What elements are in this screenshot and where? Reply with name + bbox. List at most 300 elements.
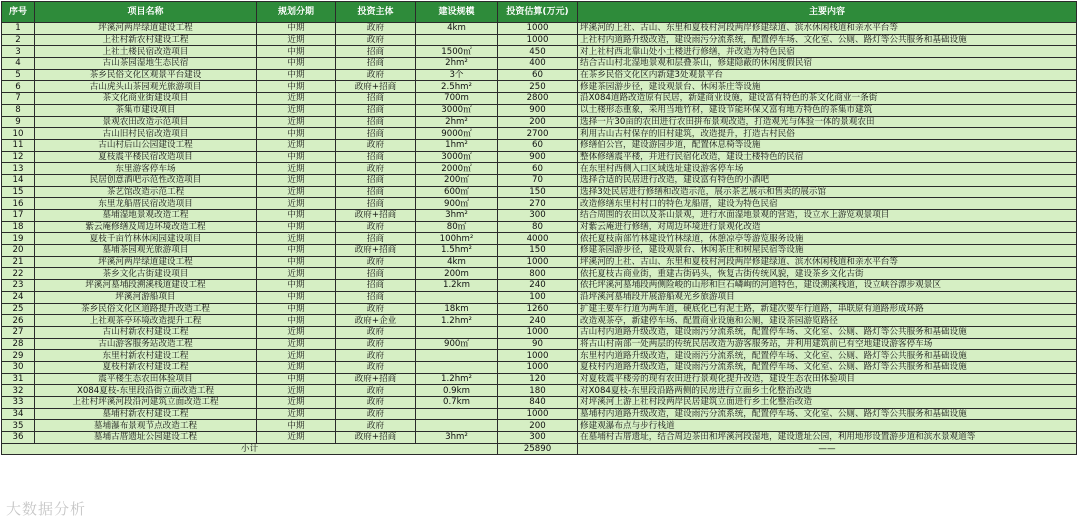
cell-index: 19 <box>2 233 35 245</box>
cell-investment: 100 <box>498 291 578 303</box>
cell-content: 夏枝村内道路升级改造，建设雨污分流系统，配置停车场、文化室、公厕、路灯等公共服务和基础设施 <box>578 361 1077 373</box>
cell-investment: 800 <box>498 268 578 280</box>
cell-project-name: 古山茶园湿地生态民宿 <box>35 58 257 70</box>
cell-project-name: 上社村坪溪河段沿河建筑立面改造工程 <box>35 397 257 409</box>
cell-index: 34 <box>2 408 35 420</box>
cell-scale: 600㎡ <box>416 186 498 198</box>
table-row <box>2 186 1077 198</box>
cell-project-name: 茶艺馆改造示范工程 <box>35 186 257 198</box>
cell-phase: 近期 <box>257 186 336 198</box>
cell-phase: 近期 <box>257 139 336 151</box>
cell-project-name: 茶乡民俗文化区道路提升改造工程 <box>35 303 257 315</box>
cell-investment: 900 <box>498 151 578 163</box>
cell-project-name: 夏枝千亩竹林休闲园建设项目 <box>35 233 257 245</box>
cell-index: 35 <box>2 420 35 432</box>
cell-investment: 90 <box>498 338 578 350</box>
cell-investor: 政府 <box>336 256 416 268</box>
cell-investor: 政府 <box>336 420 416 432</box>
cell-investment: 2700 <box>498 128 578 140</box>
cell-project-name: 茶乡文化古街建设项目 <box>35 268 257 280</box>
cell-investor: 政府 <box>336 69 416 81</box>
table-row <box>2 116 1077 128</box>
cell-scale: 9000㎡ <box>416 128 498 140</box>
cell-index: 36 <box>2 432 35 444</box>
header-phase: 规划分期 <box>257 2 336 23</box>
cell-index: 32 <box>2 385 35 397</box>
cell-investment: 2800 <box>498 93 578 105</box>
cell-phase: 中期 <box>257 221 336 233</box>
cell-scale <box>416 361 498 373</box>
cell-index: 9 <box>2 116 35 128</box>
cell-investment: 150 <box>498 186 578 198</box>
header-investor: 投资主体 <box>336 2 416 23</box>
cell-content: 依托坪溪河墓埔段两侧险峻的山形和巨石嶙峋的河道特色，建设溯溪栈道，设立峡谷漂步观景区 <box>578 280 1077 292</box>
cell-index: 17 <box>2 210 35 222</box>
cell-phase: 中期 <box>257 256 336 268</box>
cell-content: 改造修缮东里村村口的特色龙船厝，建设为特色民宿 <box>578 198 1077 210</box>
cell-scale: 200m <box>416 268 498 280</box>
table-row <box>2 93 1077 105</box>
cell-investment: 240 <box>498 280 578 292</box>
cell-investor: 招商 <box>336 174 416 186</box>
cell-scale: 0.7km <box>416 397 498 409</box>
cell-investor: 政府 <box>336 163 416 175</box>
cell-scale <box>416 291 498 303</box>
cell-project-name: 震平楼生态农田体验项目 <box>35 373 257 385</box>
cell-content: 墓埔村内道路升级改造，建设雨污分流系统，配置停车场、文化室、公厕、路灯等公共服务和基础设施 <box>578 408 1077 420</box>
cell-project-name: 古山村后山公园建设工程 <box>35 139 257 151</box>
subtotal-row <box>2 443 1077 455</box>
cell-phase: 中期 <box>257 303 336 315</box>
cell-scale: 1.2km <box>416 280 498 292</box>
cell-project-name: 墓埔瀑布景观节点改造工程 <box>35 420 257 432</box>
cell-scale: 3hm² <box>416 210 498 222</box>
cell-index: 28 <box>2 338 35 350</box>
cell-content: 改造观茶亭，新建停车场、配置商业设施和公厕，建设茶园游览路径 <box>578 315 1077 327</box>
header-content: 主要内容 <box>578 2 1077 23</box>
cell-investor: 招商 <box>336 93 416 105</box>
table-row <box>2 303 1077 315</box>
cell-content: 将古山村南部一处两层的传统民居改造为游客服务站，并利用建筑前已有空地建设游客停车场 <box>578 338 1077 350</box>
cell-investor: 政府+招商 <box>336 432 416 444</box>
cell-project-name: 墓埔古厝遗址公园建设工程 <box>35 432 257 444</box>
header-investment: 投资估算(万元) <box>498 2 578 23</box>
table-row <box>2 397 1077 409</box>
table-row <box>2 245 1077 257</box>
table-row <box>2 233 1077 245</box>
cell-index: 33 <box>2 397 35 409</box>
cell-phase: 近期 <box>257 34 336 46</box>
cell-index: 13 <box>2 163 35 175</box>
cell-phase: 中期 <box>257 373 336 385</box>
table-row <box>2 420 1077 432</box>
cell-content: 修建观瀑布点与步行栈道 <box>578 420 1077 432</box>
cell-investor: 招商 <box>336 280 416 292</box>
cell-investment: 840 <box>498 397 578 409</box>
cell-investor: 政府 <box>336 303 416 315</box>
cell-project-name: 东里游客停车场 <box>35 163 257 175</box>
cell-index: 4 <box>2 58 35 70</box>
cell-investment: 80 <box>498 221 578 233</box>
cell-content: 整体修缮震平楼，并进行民宿化改造，建设土楼特色的民宿 <box>578 151 1077 163</box>
cell-investor: 招商 <box>336 104 416 116</box>
subtotal-value: 25890 <box>498 443 578 455</box>
cell-index: 20 <box>2 245 35 257</box>
cell-phase: 中期 <box>257 280 336 292</box>
cell-project-name: 茶文化商业街建设项目 <box>35 93 257 105</box>
cell-scale: 2000㎡ <box>416 163 498 175</box>
cell-investor: 招商 <box>336 151 416 163</box>
cell-phase: 近期 <box>257 326 336 338</box>
cell-scale: 900㎡ <box>416 198 498 210</box>
cell-index: 3 <box>2 46 35 58</box>
cell-index: 23 <box>2 280 35 292</box>
cell-phase: 近期 <box>257 385 336 397</box>
cell-investment: 4000 <box>498 233 578 245</box>
table-row <box>2 151 1077 163</box>
cell-investor: 政府+企业 <box>336 315 416 327</box>
cell-investment: 120 <box>498 373 578 385</box>
cell-scale: 4km <box>416 23 498 35</box>
cell-phase: 近期 <box>257 104 336 116</box>
cell-investor: 政府 <box>336 350 416 362</box>
cell-scale: 1.2hm² <box>416 373 498 385</box>
cell-content: 修建茶园游步径，建设观景台、休闲茶庄等设施 <box>578 81 1077 93</box>
cell-investor: 招商 <box>336 198 416 210</box>
cell-phase: 近期 <box>257 338 336 350</box>
cell-investor: 政府 <box>336 338 416 350</box>
subtotal-content: —— <box>578 443 1077 455</box>
cell-project-name: 夏枝村新农村建设工程 <box>35 361 257 373</box>
cell-investment: 1000 <box>498 256 578 268</box>
cell-investment: 60 <box>498 69 578 81</box>
cell-content: 修缮伯公宫，建设游园步道，配置休息椅等设施 <box>578 139 1077 151</box>
cell-phase: 中期 <box>257 23 336 35</box>
cell-index: 22 <box>2 268 35 280</box>
cell-phase: 近期 <box>257 361 336 373</box>
cell-investment: 180 <box>498 385 578 397</box>
cell-phase: 中期 <box>257 69 336 81</box>
table-row <box>2 315 1077 327</box>
cell-index: 18 <box>2 221 35 233</box>
cell-investor: 政府+招商 <box>336 81 416 93</box>
cell-scale: 4km <box>416 256 498 268</box>
cell-index: 30 <box>2 361 35 373</box>
cell-phase: 中期 <box>257 58 336 70</box>
cell-investment: 200 <box>498 116 578 128</box>
cell-investor: 招商 <box>336 233 416 245</box>
cell-scale: 1.5hm² <box>416 245 498 257</box>
cell-content: 在茶乡民俗文化区内新建3处观景平台 <box>578 69 1077 81</box>
cell-scale: 18km <box>416 303 498 315</box>
cell-index: 8 <box>2 104 35 116</box>
cell-content: 依托夏枝南部竹林建设竹林绿道，休憩凉亭等游览服务设施 <box>578 233 1077 245</box>
cell-project-name: 上社观茶亭环境改造提升工程 <box>35 315 257 327</box>
cell-investor: 政府 <box>336 397 416 409</box>
cell-phase: 中期 <box>257 81 336 93</box>
cell-phase: 中期 <box>257 245 336 257</box>
cell-scale: 3个 <box>416 69 498 81</box>
table-row <box>2 34 1077 46</box>
cell-investor: 招商 <box>336 291 416 303</box>
cell-investment: 150 <box>498 245 578 257</box>
header-scale: 建设规模 <box>416 2 498 23</box>
cell-project-name: 茶乡民俗文化区观景平台建设 <box>35 69 257 81</box>
project-table <box>1 1 1077 455</box>
cell-phase: 近期 <box>257 174 336 186</box>
cell-scale: 3000㎡ <box>416 151 498 163</box>
table-row <box>2 280 1077 292</box>
table-row <box>2 46 1077 58</box>
header-project-name: 项目名称 <box>35 2 257 23</box>
table-row <box>2 174 1077 186</box>
cell-investor: 政府 <box>336 23 416 35</box>
table-row <box>2 256 1077 268</box>
table-row <box>2 408 1077 420</box>
cell-project-name: 夏枝震平楼民宿改造项目 <box>35 151 257 163</box>
cell-investor: 政府 <box>336 34 416 46</box>
cell-content: 以土楼形态重象，采用当地竹材，建设节能环保又富有地方特色的茶集市建筑 <box>578 104 1077 116</box>
cell-investment: 1000 <box>498 23 578 35</box>
cell-index: 5 <box>2 69 35 81</box>
cell-index: 27 <box>2 326 35 338</box>
header-row <box>2 2 1077 23</box>
cell-content: 沿X084道路改造原有民居，新建商业设施，建设富有特色的茶文化商业一条街 <box>578 93 1077 105</box>
cell-project-name: 墓埔茶园观光旅游项目 <box>35 245 257 257</box>
cell-content: 坪溪河的上社、古山、东里和夏枝村河段两岸修建绿道、滨水休闲栈道和亲水平台等 <box>578 256 1077 268</box>
cell-index: 21 <box>2 256 35 268</box>
table-row <box>2 210 1077 222</box>
cell-investor: 政府 <box>336 361 416 373</box>
cell-investor: 政府 <box>336 221 416 233</box>
cell-investment: 200 <box>498 420 578 432</box>
cell-project-name: 坪溪河墓埔段溯溪栈道建设工程 <box>35 280 257 292</box>
cell-project-name: 东里龙船厝民宿改造项目 <box>35 198 257 210</box>
cell-content: 选择3处民居进行修缮和改造示范，展示茶艺展示和售卖的展示馆 <box>578 186 1077 198</box>
cell-investor: 招商 <box>336 128 416 140</box>
cell-investment: 60 <box>498 163 578 175</box>
cell-scale: 1.2hm² <box>416 315 498 327</box>
cell-phase: 近期 <box>257 116 336 128</box>
cell-content: 修建茶园游步径，建设观景台、休闲茶庄和树屋民宿等设施 <box>578 245 1077 257</box>
cell-index: 10 <box>2 128 35 140</box>
cell-index: 14 <box>2 174 35 186</box>
cell-investment: 300 <box>498 210 578 222</box>
cell-scale: 0.9km <box>416 385 498 397</box>
cell-project-name: 坪溪河两岸绿道建设工程 <box>35 256 257 268</box>
cell-investment: 1000 <box>498 350 578 362</box>
cell-phase: 近期 <box>257 268 336 280</box>
cell-project-name: 墓埔村新农村建设工程 <box>35 408 257 420</box>
table-row <box>2 326 1077 338</box>
cell-phase: 近期 <box>257 408 336 420</box>
cell-content: 利用古山古村保存的旧村建筑，改造提升，打造古村民俗 <box>578 128 1077 140</box>
cell-investment: 450 <box>498 46 578 58</box>
cell-project-name: 古山虎头山茶园观光旅游项目 <box>35 81 257 93</box>
cell-index: 16 <box>2 198 35 210</box>
subtotal-label: 小计 <box>2 443 498 455</box>
cell-content: 东里村内道路升级改造，建设雨污分流系统，配置停车场、文化室、公厕、路灯等公共服务和基础设施 <box>578 350 1077 362</box>
cell-investment: 400 <box>498 58 578 70</box>
cell-investment: 240 <box>498 315 578 327</box>
cell-index: 2 <box>2 34 35 46</box>
cell-project-name: 坪溪河游船项目 <box>35 291 257 303</box>
cell-scale: 700m <box>416 93 498 105</box>
table-row <box>2 268 1077 280</box>
cell-investment: 1000 <box>498 408 578 420</box>
table-row <box>2 198 1077 210</box>
cell-content: 结合周围的农田以及茶山景观，进行水面湿地景观的营造，设立水上游览观景项目 <box>578 210 1077 222</box>
table-body <box>2 23 1077 455</box>
cell-investment: 60 <box>498 139 578 151</box>
cell-content: 结合古山村北湿地景观和层叠茶山，修建隐蔽的休闲度假民宿 <box>578 58 1077 70</box>
cell-scale <box>416 350 498 362</box>
cell-investor: 政府+招商 <box>336 373 416 385</box>
cell-phase: 中期 <box>257 128 336 140</box>
cell-investor: 政府 <box>336 385 416 397</box>
cell-project-name: 坪溪河两岸绿道建设工程 <box>35 23 257 35</box>
cell-index: 1 <box>2 23 35 35</box>
cell-index: 24 <box>2 291 35 303</box>
cell-index: 15 <box>2 186 35 198</box>
cell-content: 依托夏枝古商业街，重建古街码头，恢复古街传统风貌，建设茶乡文化古街 <box>578 268 1077 280</box>
cell-project-name: 古山旧村民宿改造项目 <box>35 128 257 140</box>
cell-scale: 1500㎡ <box>416 46 498 58</box>
cell-investor: 政府+招商 <box>336 210 416 222</box>
cell-investment: 1000 <box>498 326 578 338</box>
cell-scale: 80㎡ <box>416 221 498 233</box>
cell-phase: 近期 <box>257 198 336 210</box>
table-row <box>2 350 1077 362</box>
cell-scale: 200㎡ <box>416 174 498 186</box>
cell-content: 对夏枝震平楼旁的现有农田进行景观化提升改造，建设生态农田体验项目 <box>578 373 1077 385</box>
cell-investor: 政府 <box>336 408 416 420</box>
cell-phase: 中期 <box>257 151 336 163</box>
cell-content: 选择一片30亩的农田进行农田拼布景观改造，打造观光与体验一体的景观农田 <box>578 116 1077 128</box>
cell-phase: 中期 <box>257 210 336 222</box>
cell-investor: 招商 <box>336 268 416 280</box>
cell-project-name: 民居创意酒吧示范性改造项目 <box>35 174 257 186</box>
cell-content: 对上社村西北靠山处小土楼进行修缮，并改造为特色民宿 <box>578 46 1077 58</box>
cell-investment: 70 <box>498 174 578 186</box>
cell-scale: 2hm² <box>416 116 498 128</box>
cell-index: 11 <box>2 139 35 151</box>
table-row <box>2 139 1077 151</box>
cell-investor: 招商 <box>336 46 416 58</box>
cell-project-name: 东里村新农村建设工程 <box>35 350 257 362</box>
table-row <box>2 69 1077 81</box>
cell-investment: 900 <box>498 104 578 116</box>
cell-phase: 中期 <box>257 315 336 327</box>
table-row <box>2 104 1077 116</box>
table-row <box>2 385 1077 397</box>
cell-content: 对坪溪河上游上社村段两岸民居建筑立面进行乡土化整治改造 <box>578 397 1077 409</box>
table-row <box>2 361 1077 373</box>
header-index: 序号 <box>2 2 35 23</box>
cell-scale <box>416 420 498 432</box>
cell-investor: 政府 <box>336 139 416 151</box>
cell-investor: 招商 <box>336 58 416 70</box>
cell-index: 7 <box>2 93 35 105</box>
cell-content: 对紫云庵进行修缮，对周边环境进行景观化改造 <box>578 221 1077 233</box>
cell-content: 坪溪河的上社、古山、东里和夏枝村河段两岸修建绿道、滨水休闲栈道和亲水平台等 <box>578 23 1077 35</box>
table-row <box>2 128 1077 140</box>
cell-scale: 2hm² <box>416 58 498 70</box>
table-row <box>2 81 1077 93</box>
table-row <box>2 58 1077 70</box>
watermark-text: 大数据分析 <box>6 500 87 518</box>
cell-investment: 300 <box>498 432 578 444</box>
cell-investor: 招商 <box>336 186 416 198</box>
cell-investment: 270 <box>498 198 578 210</box>
cell-content: 沿坪溪河墓埔段开展游船观光乡旅游项目 <box>578 291 1077 303</box>
table-row <box>2 291 1077 303</box>
cell-phase: 近期 <box>257 233 336 245</box>
cell-scale <box>416 326 498 338</box>
cell-project-name: 上社土楼民宿改造项目 <box>35 46 257 58</box>
cell-scale <box>416 408 498 420</box>
cell-content: 在墓埔村古厝遗址，结合周边茶田和坪溪河段湿地，建设遗址公园，利用地形设置游步道和滨水景观道等 <box>578 432 1077 444</box>
cell-project-name: 墓埔湿地景观改造工程 <box>35 210 257 222</box>
cell-investment: 1000 <box>498 34 578 46</box>
cell-scale: 100hm² <box>416 233 498 245</box>
cell-phase: 近期 <box>257 93 336 105</box>
cell-scale: 3000㎡ <box>416 104 498 116</box>
cell-content: 扩建主要车行道为两车道，硬底化已有泥土路，新建次要车行道路，串联原有道路形成环路 <box>578 303 1077 315</box>
cell-scale <box>416 34 498 46</box>
cell-content: 上社村内道路升级改造，建设雨污分流系统，配置停车场、文化室、公厕、路灯等公共服务和基础设施 <box>578 34 1077 46</box>
cell-investment: 250 <box>498 81 578 93</box>
cell-project-name: 紫云庵修缮及周边环境改造工程 <box>35 221 257 233</box>
cell-index: 12 <box>2 151 35 163</box>
cell-project-name: 茶集市建设项目 <box>35 104 257 116</box>
cell-scale: 900㎡ <box>416 338 498 350</box>
cell-scale: 2.5hm² <box>416 81 498 93</box>
cell-investor: 政府+招商 <box>336 245 416 257</box>
table-row <box>2 23 1077 35</box>
cell-project-name: 古山村新农村建设工程 <box>35 326 257 338</box>
cell-index: 6 <box>2 81 35 93</box>
cell-investment: 1000 <box>498 361 578 373</box>
cell-phase: 近期 <box>257 163 336 175</box>
cell-phase: 中期 <box>257 420 336 432</box>
cell-project-name: 上社村新农村建设工程 <box>35 34 257 46</box>
table-row <box>2 338 1077 350</box>
table-row <box>2 373 1077 385</box>
cell-content: 选择合适的民居进行改造，建设富有特色的小酒吧 <box>578 174 1077 186</box>
cell-project-name: 古山游客服务站改造工程 <box>35 338 257 350</box>
table-row <box>2 432 1077 444</box>
cell-index: 29 <box>2 350 35 362</box>
cell-content: 古山村内道路升级改造，建设雨污分流系统，配置停车场、文化室、公厕、路灯等公共服务和基础设施 <box>578 326 1077 338</box>
cell-investment: 1260 <box>498 303 578 315</box>
cell-scale: 1hm² <box>416 139 498 151</box>
cell-investor: 招商 <box>336 116 416 128</box>
cell-content: 对X084夏枝-东里段沿路两侧的民房进行立面乡土化整治改造 <box>578 385 1077 397</box>
cell-phase: 中期 <box>257 46 336 58</box>
cell-project-name: X084夏枝-东里段沿街立面改造工程 <box>35 385 257 397</box>
cell-scale: 3hm² <box>416 432 498 444</box>
cell-project-name: 景观农田改造示范项目 <box>35 116 257 128</box>
cell-content: 在东里村西侧入口区域选址建设游客停车场 <box>578 163 1077 175</box>
cell-investor: 政府 <box>336 326 416 338</box>
cell-index: 26 <box>2 315 35 327</box>
table-row <box>2 163 1077 175</box>
table-row <box>2 221 1077 233</box>
cell-phase: 近期 <box>257 432 336 444</box>
cell-phase: 近期 <box>257 397 336 409</box>
cell-index: 25 <box>2 303 35 315</box>
